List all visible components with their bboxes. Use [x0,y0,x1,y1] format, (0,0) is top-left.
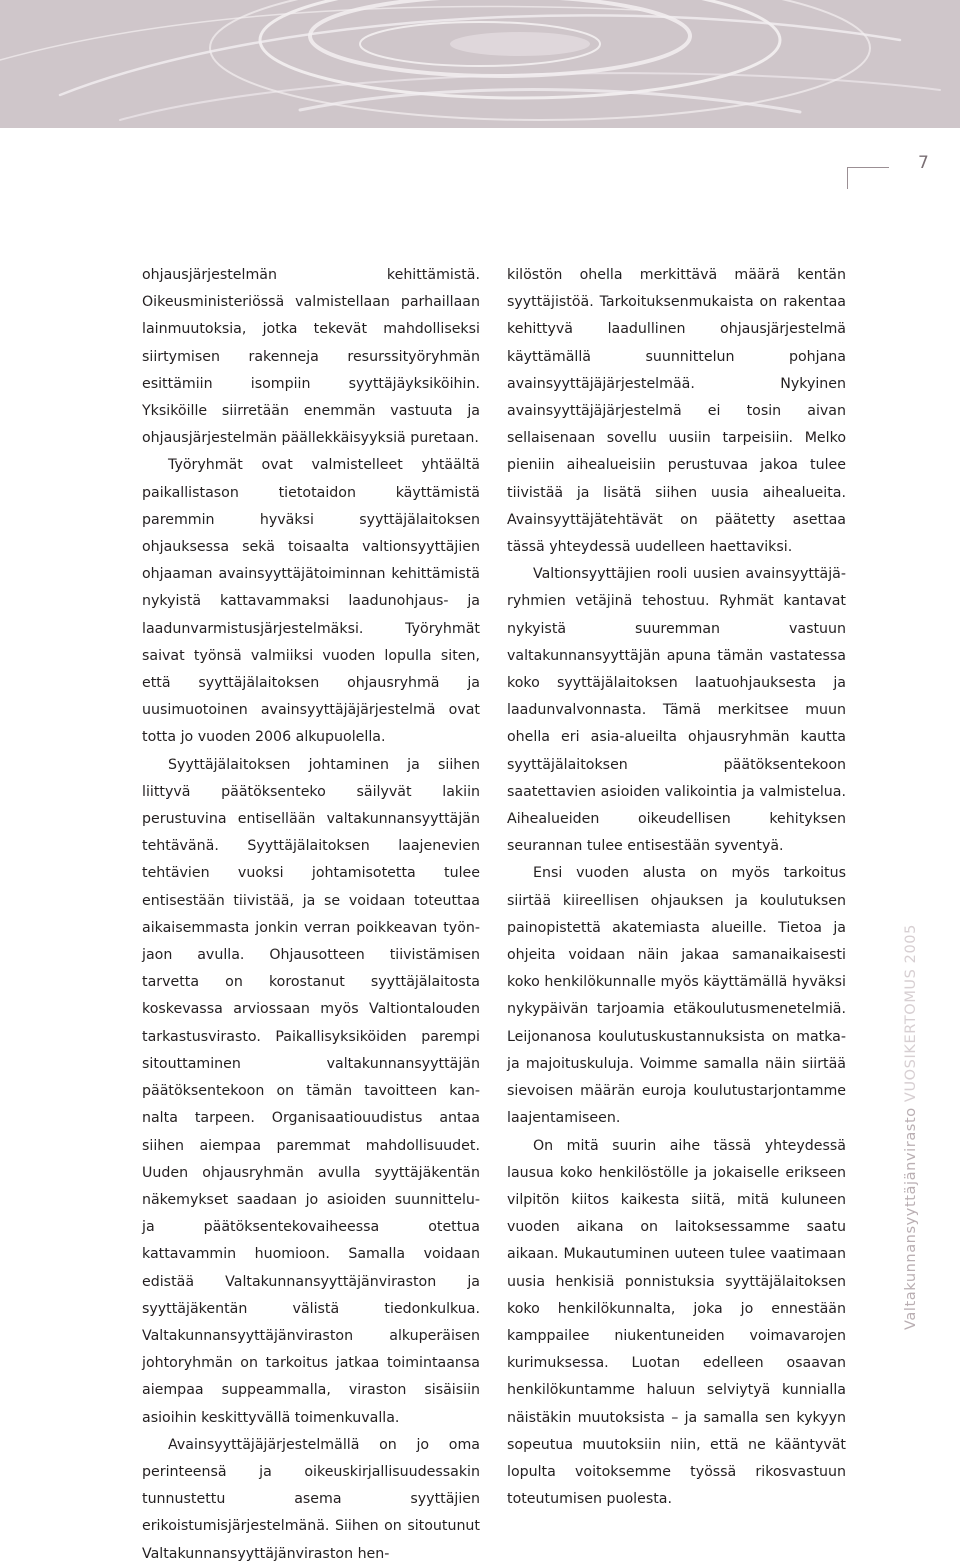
page-number: 7 [918,153,929,173]
left-text-column [142,262,480,1568]
paragraph: Avainsyyttäjäjärjestelmällä on jo oma perinteensä ja oikeuskirjallisuudessakin tunnustettu asema syyttäjien erikoistumisjärjestelmänä. Siihen on sitoutunut Valtakunnansyyttäjänviraston hen- [142,1436,480,1562]
report-title: VUOSIKERTOMUS 2005 [903,924,919,1103]
paragraph: Syyttäjälaitoksen johtaminen ja siihen liittyvä päätöksenteko säilyvät lakiin perustuvina entisellään valtakunnansyyttäjän tehtävänä. Syyttäjälaitoksen laajenevien tehtävien vuoksi johtamisotetta tulee entisestään tiivistää, ja se voidaan toteuttaa aikaisemmasta jonkin verran poikkeavan työnjaon avulla. Ohjausotteen tiivistämisen tarvetta on korostanut syyttäjälaitosta koskevassa arviossaan myös Valtiontalouden tarkastusvirasto. Paikallisyksiköiden parempi sitouttaminen valtakunnansyyttäjän päätöksentekoon on tämän tavoitteen kannalta tarpeen. Organisaatiouudistus antaa siihen aiempaa paremmat mahdollisuudet. Uuden ohjausryhmän avulla syyttäjäkentän näkemykset saadaan jo asioiden suunnittelu- ja päätöksentekovaiheessa otettua kattavammin huomioon. Samalla voidaan edistää Valtakunnansyyttäjänviraston ja syyttäjäkentän välistä tiedonkulkua. Valtakunnansyyttäjänviraston alkuperäisen johtoryhmän on tarkoitus jatkaa toimintaansa aiempaa suppeammalla, viraston sisäisiin asioihin keskittyvällä toimenkuvalla. [142,756,480,1426]
paragraph: Ensi vuoden alusta on myös tarkoitus siirtää kiireellisen ohjauksen ja koulutuksen painopistettä akatemiasta alueille. Tietoa ja ohjeita voidaan näin jakaa samanaikaisesti koko henkilökunnalle myös käyttämällä hyväksi nykypäivän tarjoamia etäkoulutusmenetelmiä. Leijonanosa koulutuskustannuksista on matka- ja majoituskuluja. Voimme samalla näin siirtää sievoisen määrän euroja koulutustarjontamme laajentamiseen. [507,865,846,1127]
paragraph: Valtionsyyttäjien rooli uusien avainsyyttäjäryhmien vetäjinä tehostuu. Ryhmät kantavat nykyistä suuremman vastuun valtakunnansyyttäjän apuna tämän vastatessa koko syyttäjälaitoksen laatuohjauksesta ja laadunvalvonnasta. Tämä merkitsee muun ohella eri asia-alueilta ohjausryhmän kautta syyttäjälaitoksen päätöksentekoon saatettavien asioiden valikointia ja valmistelua. Aihealueiden oikeudellisen kehityksen seurannan tulee entisestään syventyä. [507,566,846,855]
paragraph: kilöstön ohella merkittävä määrä kentän syyttäjistöä. Tarkoituksenmukaista on rakentaa kehittyvä laadullinen ohjausjärjestelmä käyttämällä suunnittelun pohjana avainsyyttäjäjärjestelmää. Nykyinen avainsyyttäjäjärjestelmä ei tosin aivan sellaisenaan sovellu uusiin tarpeisiin. Melko pieniin aihealueisiin perustuvaa jakoa tulee tiivistää ja lisätä siihen uusia aihealueita. Avainsyyttäjätehtävät on päätetty asettaa tässä yhteydessä uudelleen haettaviksi. [507,267,846,556]
paragraph: Työryhmät ovat valmistelleet yhtäältä paikallistason tietotaidon käyttämistä paremmin hyväksi syyttäjälaitoksen ohjauksessa sekä toisaalta valtionsyyttäjien ohjaaman avainsyyttäjätoiminnan kehittämistä nykyistä kattavammaksi laadunohjaus- ja laadunvarmistusjärjestelmäksi. Työryhmät saivat työnsä valmiiksi vuoden lopulla siten, että syyttäjälaitoksen ohjausryhmä ja uusimuotoinen avainsyyttäjäjärjestelmä ovat totta jo vuoden 2006 alkupuolella. [142,457,480,746]
corner-crop-mark [847,167,889,189]
paragraph: ohjausjärjestelmän kehittämistä. Oikeusministeriössä valmistellaan parhaillaan lainmuutoksia, jotka tekevät mahdolliseksi siirtymisen rakenneja resurssityöryhmän esittämiin isompiin syyttäjäyksiköihin. Yksiköille siirretään enemmän vastuuta ja ohjausjärjestelmän päällekkäisyyksiä puretaan. [142,267,480,447]
paragraph: On mitä suurin aihe tässä yhteydessä lausua koko henkilöstölle ja jokaiselle erikseen vilpitön kiitos kaikesta siitä, mitä kuluneen vuoden aikana on laitoksessamme saatu aikaan. Mukautuminen uuteen tulee vaatimaan uusia henkisiä ponnistuksia syyttäjälaitoksen koko henkilökunnalta, joka jo ennestään kamppailee niukentuneiden voimavarojen kurimuksessa. Luotan edelleen osaavan henkilökuntamme haluun selviytyä kunnialla näistäkin muutoksista – ja samalla sen kykyyn sopeutua muutoksiin niin, että ne kääntyvät lopulta voitoksemme työssä rikosvastuun toteutumisen puolesta. [507,1137,846,1508]
vertical-footer-text [903,924,919,1330]
right-text-column [507,262,846,1513]
decorative-swirl-banner [0,0,960,128]
organization-name: Valtakunnansyyttäjänvirasto [903,1107,919,1330]
